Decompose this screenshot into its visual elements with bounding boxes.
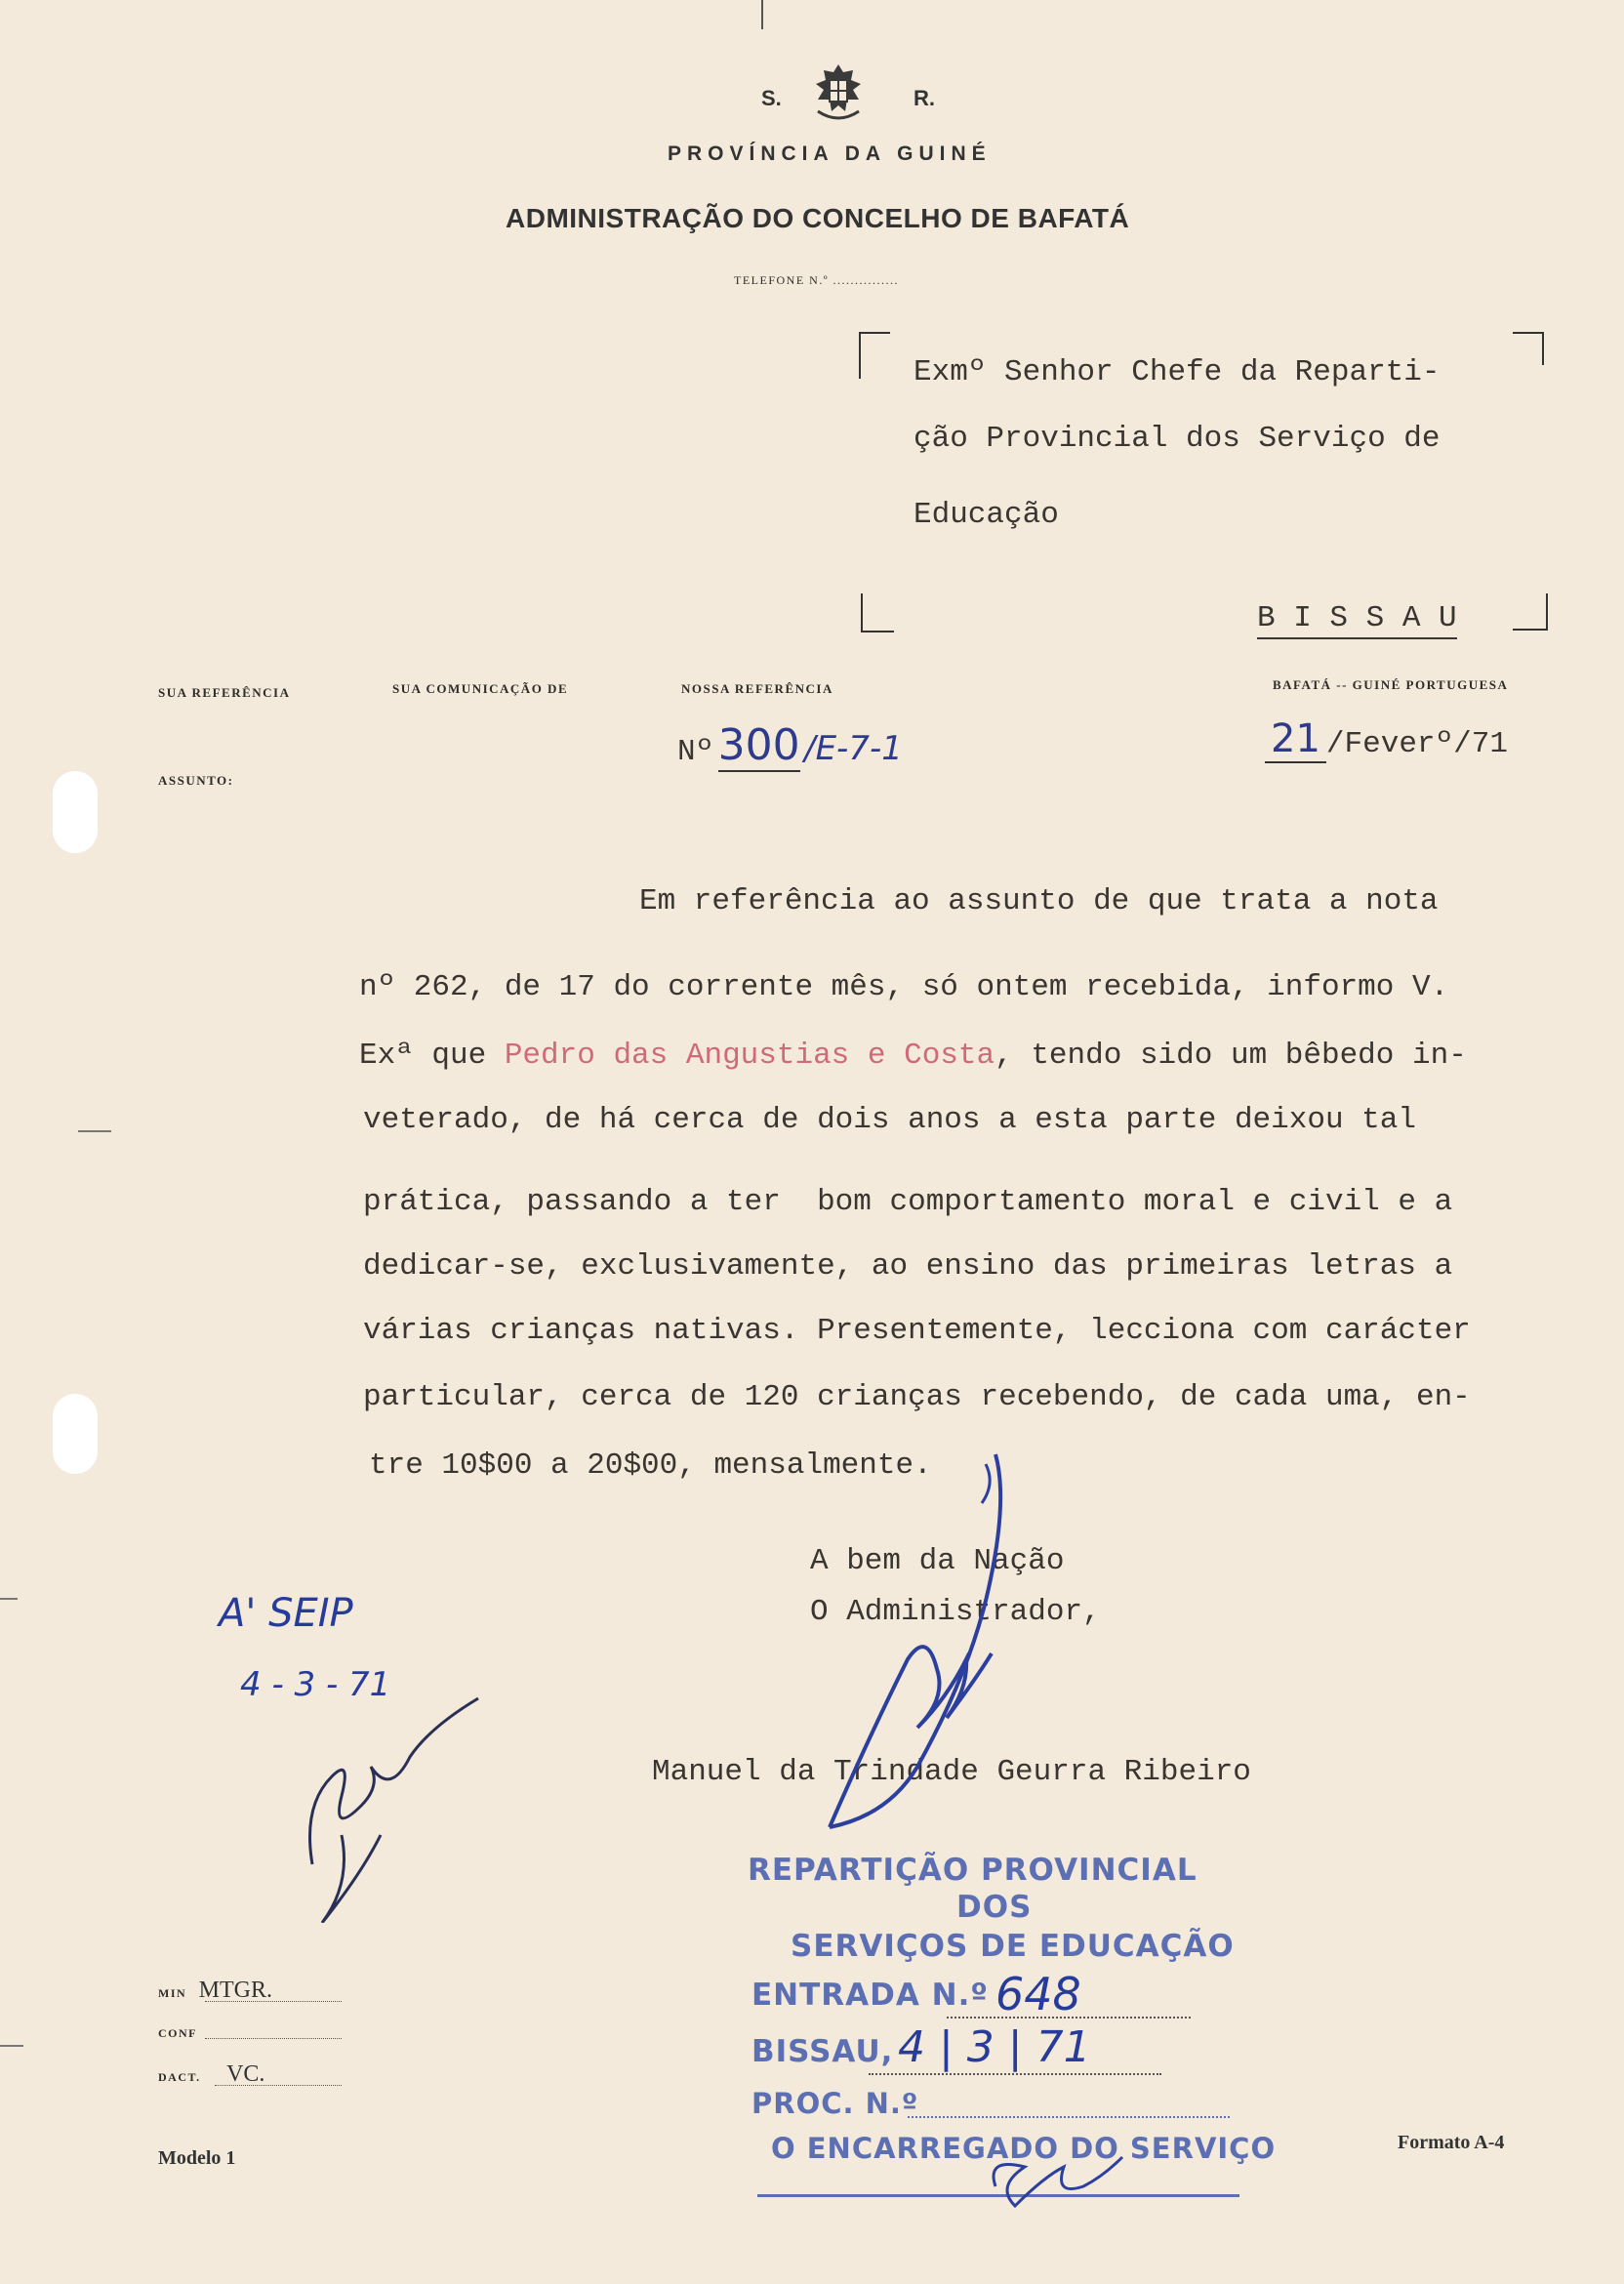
stamp-entrada-dotline (947, 2017, 1191, 2019)
date-day: 21 (1265, 716, 1326, 763)
body-line-3 (359, 1039, 1467, 1073)
body-line-8: particular, cerca de 120 crianças recebendo, de cada uma, en- (363, 1380, 1471, 1414)
assunto-label: ASSUNTO: (158, 773, 234, 788)
closing-line-2: O Administrador, (810, 1595, 1101, 1629)
footer-dact-row (158, 2061, 353, 2088)
nossa-referencia-label: NOSSA REFERÊNCIA (681, 681, 833, 696)
stamp-entrada-value: 648 (995, 1968, 1081, 2020)
body-line-6: dedicar-se, exclusivamente, ao ensino das primeiras letras a (363, 1249, 1453, 1284)
coat-of-arms-emblem (808, 61, 869, 127)
ref-suffix: /E-7-1 (804, 729, 903, 768)
body-line-2: nº 262, de 17 do corrente mês, só ontem recebida, informo V. (359, 970, 1449, 1004)
body-line-1: Em referência ao assunto de que trata a nota (639, 884, 1439, 918)
body-line-7: várias crianças nativas. Presentemente, lecciona com carácter (363, 1314, 1471, 1348)
sua-comunicacao-label: SUA COMUNICAÇÃO DE (392, 681, 569, 696)
footer-modelo: Modelo 1 (158, 2147, 236, 2169)
stamp-bissau-value: 4 | 3 | 71 (898, 2022, 1091, 2072)
stamp-proc-row (751, 2087, 1239, 2132)
header-r-letter: R. (914, 86, 935, 110)
annotation-line-2: 4 - 3 - 71 (240, 1665, 391, 1704)
signatory-name: Manuel da Trindade Geurra Ribeiro (652, 1755, 1251, 1789)
footer-dact-label: DACT. (158, 2070, 201, 2084)
closing-line-1: A bem da Nação (810, 1544, 1065, 1578)
addressee-city: B I S S A U (1257, 601, 1457, 639)
footer-min-dotline (205, 2001, 342, 2002)
highlighted-person-name: Pedro das Angustias e Costa (504, 1039, 995, 1073)
footer-dact-value: VC. (226, 2061, 265, 2087)
punch-hole-bottom (53, 1394, 98, 1474)
date-rest: /Feverº/71 (1325, 727, 1508, 761)
address-bracket-top-left (859, 332, 890, 379)
address-bracket-bottom-right (1513, 593, 1548, 631)
ref-prefix: Nº (677, 735, 714, 769)
stamp-proc-label: PROC. N.º (751, 2087, 919, 2120)
stamp-clerk-signature (976, 2147, 1132, 2216)
addressee-line-2: ção Provincial dos Serviço de (914, 422, 1441, 456)
telephone-label: TELEFONE N.º ............... (734, 273, 900, 287)
stamp-line-3: SERVIÇOS DE EDUCAÇÃO (791, 1929, 1235, 1964)
header-administration: ADMINISTRAÇÃO DO CONCELHO DE BAFATÁ (506, 203, 1130, 233)
footer-conf-label: CONF (158, 2026, 197, 2040)
margin-tick-3 (0, 2045, 23, 2047)
address-bracket-top-right (1513, 332, 1544, 365)
margin-tick-2 (0, 1598, 18, 1600)
body-line-9: tre 10$00 a 20$00, mensalmente. (369, 1448, 932, 1483)
address-bracket-bottom-left (861, 593, 894, 632)
fold-mark-top (761, 0, 763, 29)
reference-number (677, 720, 903, 770)
stamp-bissau-dotline (869, 2073, 1161, 2075)
stamp-line-1: REPARTIÇÃO PROVINCIAL (748, 1853, 1198, 1888)
sua-referencia-label: SUA REFERÊNCIA (158, 685, 291, 700)
header-province: PROVÍNCIA DA GUINÉ (668, 143, 992, 165)
footer-dact-dotline (215, 2085, 342, 2086)
stamp-entrada-label: ENTRADA N.º (751, 1978, 989, 2013)
ref-number: 300 (717, 720, 800, 770)
footer-formato: Formato A-4 (1398, 2132, 1505, 2153)
annotation-line-1: A' SEIP (219, 1591, 353, 1636)
letter-date (1265, 716, 1508, 761)
addressee-line-3: Educação (914, 498, 1059, 532)
addressee-line-1: Exmº Senhor Chefe da Reparti- (914, 355, 1441, 389)
header-s-letter: S. (761, 86, 782, 110)
body-line-3-start: Exª que (359, 1039, 505, 1073)
footer-conf-dotline (205, 2038, 342, 2039)
body-line-4: veterado, de há cerca de dois anos a esta parte deixou tal (363, 1103, 1416, 1137)
stamp-entrada-row (751, 1968, 1230, 2028)
footer-min-value: MTGR. (198, 1978, 272, 2003)
stamp-bissau-label: BISSAU, (751, 2034, 894, 2069)
place-label: BAFATÁ -- GUINÉ PORTUGUESA (1273, 677, 1509, 692)
stamp-bissau-row (751, 2022, 1230, 2085)
annotation-initials-signature (293, 1689, 488, 1923)
punch-hole-top (53, 771, 98, 853)
administrator-signature (800, 1445, 1035, 1835)
stamp-proc-dotline (908, 2116, 1230, 2118)
footer-min-row (158, 1978, 353, 2004)
body-line-3-end: , tendo sido um bêbedo in- (995, 1039, 1467, 1073)
body-line-5: prática, passando a ter bom comportamento moral e civil e a (363, 1185, 1453, 1219)
margin-tick-1 (78, 1130, 111, 1132)
footer-min-label: MIN (158, 1986, 187, 2000)
stamp-encarregado: O ENCARREGADO DO SERVIÇO (771, 2132, 1277, 2165)
stamp-line-2: DOS (956, 1890, 1033, 1925)
